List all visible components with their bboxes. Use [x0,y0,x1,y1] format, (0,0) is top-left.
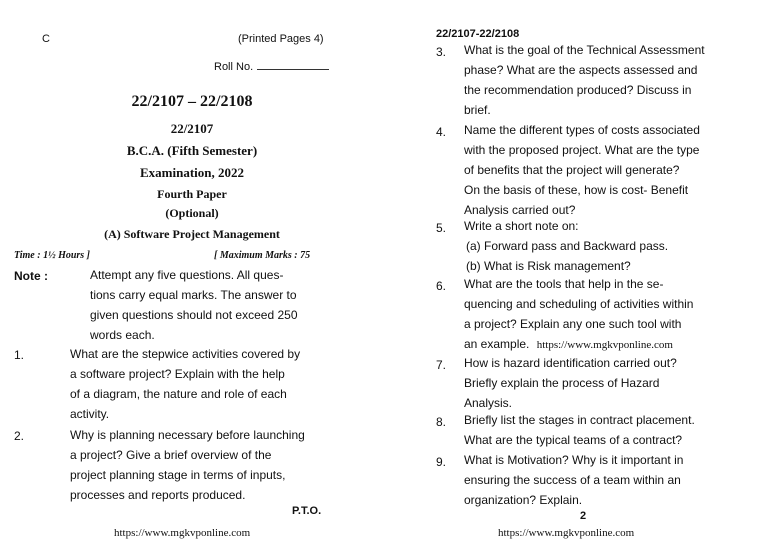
question-line: Briefly list the stages in contract placement. [464,413,695,427]
footer-url: https://www.mgkvponline.com [498,527,635,539]
question-line: Write a short note on: [464,219,579,233]
question-line: processes and reports produced. [70,488,246,502]
question-line: of a diagram, the nature and role of each [70,387,287,401]
question-number: 1. [14,348,25,362]
question-line: organization? Explain. [464,493,583,507]
question-1 [70,344,340,424]
footer-url: https://www.mgkvponline.com [114,527,251,539]
question-number: 2. [14,429,25,443]
inline-url: https://www.mgkvponline.com [536,339,673,351]
max-marks: [ Maximum Marks : 75 [214,250,311,261]
roll-no [214,60,329,73]
question-line: a software project? Explain with the help [70,367,285,381]
roll-no-blank [257,60,329,70]
question-line: What are the tools that help in the se- [464,277,664,291]
question-number: 3. [436,45,447,59]
question-number: 5. [436,221,447,235]
exam-title: Examination, 2022 [139,165,244,180]
question-line: project planning stage in terms of inputs, [70,468,286,482]
question-line: What is the goal of the Technical Assessment [464,43,705,57]
question-line: a project? Explain any one such tool with [464,317,682,331]
question-line: with the proposed project. What are the type [464,143,700,157]
note-line: tions carry equal marks. The answer to [90,288,297,302]
question-number: 7. [436,358,447,372]
question-line: a project? Give a brief overview of the [70,448,272,462]
roll-no-label: Roll No. [214,61,254,73]
printed-pages: (Printed Pages 4) [238,33,324,45]
subject-title: (A) Software Project Management [104,227,280,241]
question-line: activity. [70,407,110,421]
question-line: What are the stepwice activities covered by [70,347,301,361]
paper-title: Fourth Paper [157,187,227,201]
question-line: the recommendation produced? Discuss in [464,83,692,97]
question-number: 8. [436,415,447,429]
question-line: Analysis. [464,396,513,410]
question-line: Analysis carried out? [464,203,576,217]
question-line: of benefits that the project will generate? [464,163,680,177]
optional-label: (Optional) [165,206,219,220]
question-line: ensuring the success of a team within an [464,473,681,487]
note-line: words each. [90,328,155,342]
note-line: given questions should not exceed 250 [90,308,298,322]
pto-label: P.T.O. [292,505,322,517]
question-9 [464,450,754,510]
course-title: B.C.A. (Fifth Semester) [126,143,258,158]
question-line: quencing and scheduling of activities within [464,297,694,311]
sub-question: (b) What is Risk management? [466,259,631,273]
sub-question: (a) Forward pass and Backward pass. [466,239,669,253]
question-line: On the basis of these, how is cost- Benefit [464,183,689,197]
page-number: 2 [580,510,587,522]
paper-code: 22/2107 [170,121,214,136]
question-2 [70,425,340,505]
question-4 [464,120,754,220]
question-line: What are the typical teams of a contract? [464,433,683,447]
question-number: 6. [436,279,447,293]
question-number: 9. [436,455,447,469]
question-line: How is hazard identification carried out? [464,356,677,370]
question-line: brief. [464,103,491,117]
code-range: 22/2107 – 22/2108 [131,93,253,110]
corner-letter: C [42,33,50,45]
question-line: phase? What are the aspects assessed and [464,63,698,77]
question-line: an example. [464,337,530,351]
question-5 [464,216,754,276]
right-page [384,0,768,543]
question-line: Why is planning necessary before launching [70,428,305,442]
question-line: What is Motivation? Why is it important in [464,453,684,467]
time-label: Time : 1½ Hours ] [14,250,91,261]
question-number: 4. [436,125,447,139]
question-7 [464,353,754,413]
page-header-code: 22/2107-22/2108 [436,28,520,40]
question-3 [464,40,754,120]
note-line: Attempt any five questions. All ques- [90,268,284,282]
note-text [90,265,338,345]
question-8 [464,410,759,450]
question-line: Name the different types of costs associated [464,123,700,137]
question-line: Briefly explain the process of Hazard [464,376,660,390]
note-label: Note : [14,269,48,283]
question-last-line [464,334,754,355]
question-6 [464,274,754,355]
